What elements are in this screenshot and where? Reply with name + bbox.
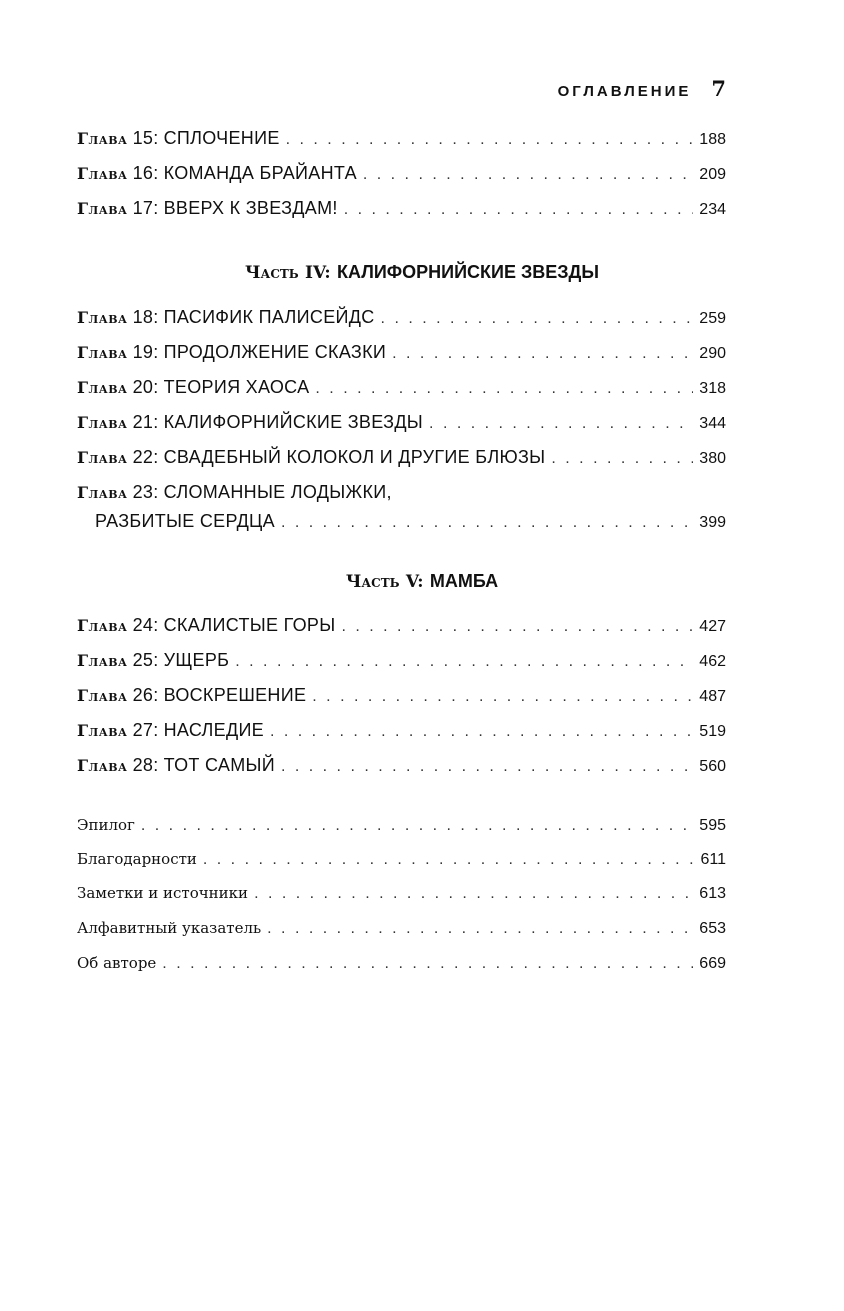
dot-leader — [341, 618, 693, 636]
dot-leader — [281, 514, 693, 532]
page-ref: 611 — [700, 851, 726, 868]
page-ref: 259 — [699, 310, 726, 327]
toc-entry-index[interactable] — [77, 919, 726, 938]
chapter-number: 18: — [132, 307, 159, 327]
chapter-number: 25: — [132, 650, 159, 670]
dot-leader — [203, 851, 695, 869]
page-ref: 427 — [699, 618, 726, 635]
running-head: ОГЛАВЛЕНИЕ — [557, 83, 692, 100]
dot-leader — [162, 955, 693, 973]
chapter-title-line-1: СЛОМАННЫЕ ЛОДЫЖКИ, — [163, 482, 392, 502]
dot-leader — [286, 131, 694, 149]
dot-leader — [363, 166, 693, 184]
chapter-title: СКАЛИСТЫЕ ГОРЫ — [163, 615, 336, 635]
dot-leader — [281, 758, 693, 776]
chapter-number: 22: — [132, 447, 159, 467]
part-number: V: — [405, 572, 424, 592]
chapter-title-line-2: РАЗБИТЫЕ СЕРДЦА — [95, 511, 275, 531]
page-ref: 318 — [699, 380, 726, 397]
chapter-title: КОМАНДА БРАЙАНТА — [163, 163, 357, 183]
chapter-number: 19: — [132, 342, 159, 362]
chapter-word: Глава — [77, 448, 128, 467]
toc-entry-chapter-17[interactable] — [77, 198, 726, 219]
entry-title: Заметки и источники — [77, 884, 249, 902]
part-title: МАМБА — [429, 571, 499, 591]
part-title: КАЛИФОРНИЙСКИЕ ЗВЕЗДЫ — [337, 262, 599, 282]
page-ref: 344 — [699, 415, 726, 432]
toc-entry-chapter-18[interactable] — [77, 307, 726, 328]
page-ref: 560 — [699, 758, 726, 775]
toc-entry-chapter-20[interactable] — [77, 377, 726, 398]
chapter-title: УЩЕРБ — [163, 650, 230, 670]
page-ref: 209 — [699, 166, 726, 183]
entry-title: Благодарности — [77, 850, 197, 868]
toc-entry-chapter-27[interactable] — [77, 720, 726, 741]
dot-leader — [141, 817, 693, 835]
page-ref: 595 — [699, 817, 726, 834]
dot-leader — [392, 345, 693, 363]
page-ref: 653 — [699, 920, 726, 937]
page-ref: 188 — [699, 131, 726, 148]
chapter-number: 27: — [132, 720, 159, 740]
dot-leader — [429, 415, 693, 433]
chapter-word: Глава — [77, 308, 128, 327]
dot-leader — [235, 653, 693, 671]
chapter-title: СПЛОЧЕНИЕ — [163, 128, 280, 148]
page-ref: 290 — [699, 345, 726, 362]
page-ref: 487 — [699, 688, 726, 705]
entry-title: Эпилог — [77, 816, 135, 834]
toc-entry-chapter-19[interactable] — [77, 342, 726, 363]
dot-leader — [381, 310, 694, 328]
chapter-word: Глава — [77, 721, 128, 740]
toc-entry-chapter-28[interactable] — [77, 755, 726, 776]
toc-entry-chapter-25[interactable] — [77, 650, 726, 671]
chapter-word: Глава — [77, 129, 128, 148]
toc-entry-chapter-23[interactable] — [77, 482, 726, 532]
chapter-number: 24: — [132, 615, 159, 635]
chapter-title: ВВЕРХ К ЗВЕЗДАМ! — [163, 198, 338, 218]
chapter-word: Глава — [77, 164, 128, 183]
toc-entry-chapter-16[interactable] — [77, 163, 726, 184]
chapter-number: 23: — [132, 482, 159, 502]
chapter-title: ПРОДОЛЖЕНИЕ СКАЗКИ — [163, 342, 387, 362]
part-word: Часть — [345, 572, 400, 592]
page-ref: 669 — [699, 955, 726, 972]
chapter-word: Глава — [77, 651, 128, 670]
toc-entry-chapter-22[interactable] — [77, 447, 726, 468]
dot-leader — [551, 450, 693, 468]
toc-entry-chapter-21[interactable] — [77, 412, 726, 433]
dot-leader — [315, 380, 693, 398]
dot-leader — [270, 723, 693, 741]
page-ref: 380 — [699, 450, 726, 467]
page-ref: 234 — [699, 201, 726, 218]
toc-entry-chapter-26[interactable] — [77, 685, 726, 706]
part-number: IV: — [305, 263, 331, 283]
chapter-word: Глава — [77, 756, 128, 775]
chapter-number: 15: — [132, 128, 159, 148]
chapter-word: Глава — [77, 378, 128, 397]
chapter-title: ВОСКРЕШЕНИЕ — [163, 685, 307, 705]
toc-entry-acknowledgements[interactable] — [77, 850, 726, 869]
page-ref: 519 — [699, 723, 726, 740]
dot-leader — [312, 688, 693, 706]
toc-entry-about-author[interactable] — [77, 954, 726, 973]
chapter-title: ТЕОРИЯ ХАОСА — [163, 377, 310, 397]
entry-title: Об авторе — [77, 954, 157, 972]
chapter-title: СВАДЕБНЫЙ КОЛОКОЛ И ДРУГИЕ БЛЮЗЫ — [163, 447, 546, 467]
dot-leader — [267, 920, 693, 938]
chapter-number: 21: — [132, 412, 159, 432]
entry-title: Алфавитный указатель — [77, 919, 262, 937]
chapter-number: 16: — [132, 163, 159, 183]
page-ref: 613 — [699, 885, 726, 902]
dot-leader — [254, 885, 693, 903]
part-word: Часть — [245, 263, 299, 283]
chapter-word: Глава — [77, 616, 128, 635]
chapter-title: КАЛИФОРНИЙСКИЕ ЗВЕЗДЫ — [163, 412, 424, 432]
chapter-number: 28: — [132, 755, 159, 775]
chapter-title: НАСЛЕДИЕ — [163, 720, 264, 740]
toc-entry-notes-and-sources[interactable] — [77, 884, 726, 903]
chapter-word: Глава — [77, 413, 128, 432]
chapter-word: Глава — [77, 199, 128, 218]
page-number: 7 — [711, 76, 726, 101]
toc-entry-chapter-24[interactable] — [77, 615, 726, 636]
chapter-word: Глава — [77, 686, 128, 705]
part-4-heading[interactable] — [0, 262, 844, 283]
chapter-word: Глава — [77, 343, 128, 362]
chapter-number: 20: — [132, 377, 159, 397]
page-ref: 399 — [699, 514, 726, 531]
toc-entry-epilogue[interactable] — [77, 816, 726, 835]
chapter-number: 26: — [132, 685, 159, 705]
chapter-title: ТОТ САМЫЙ — [163, 755, 275, 775]
page-ref: 462 — [699, 653, 726, 670]
toc-entry-chapter-15[interactable] — [77, 128, 726, 149]
chapter-title: ПАСИФИК ПАЛИСЕЙДС — [163, 307, 375, 327]
chapter-number: 17: — [132, 198, 159, 218]
page-header — [558, 76, 726, 101]
chapter-word: Глава — [77, 483, 128, 502]
dot-leader — [344, 201, 694, 219]
part-5-heading[interactable] — [0, 571, 844, 592]
